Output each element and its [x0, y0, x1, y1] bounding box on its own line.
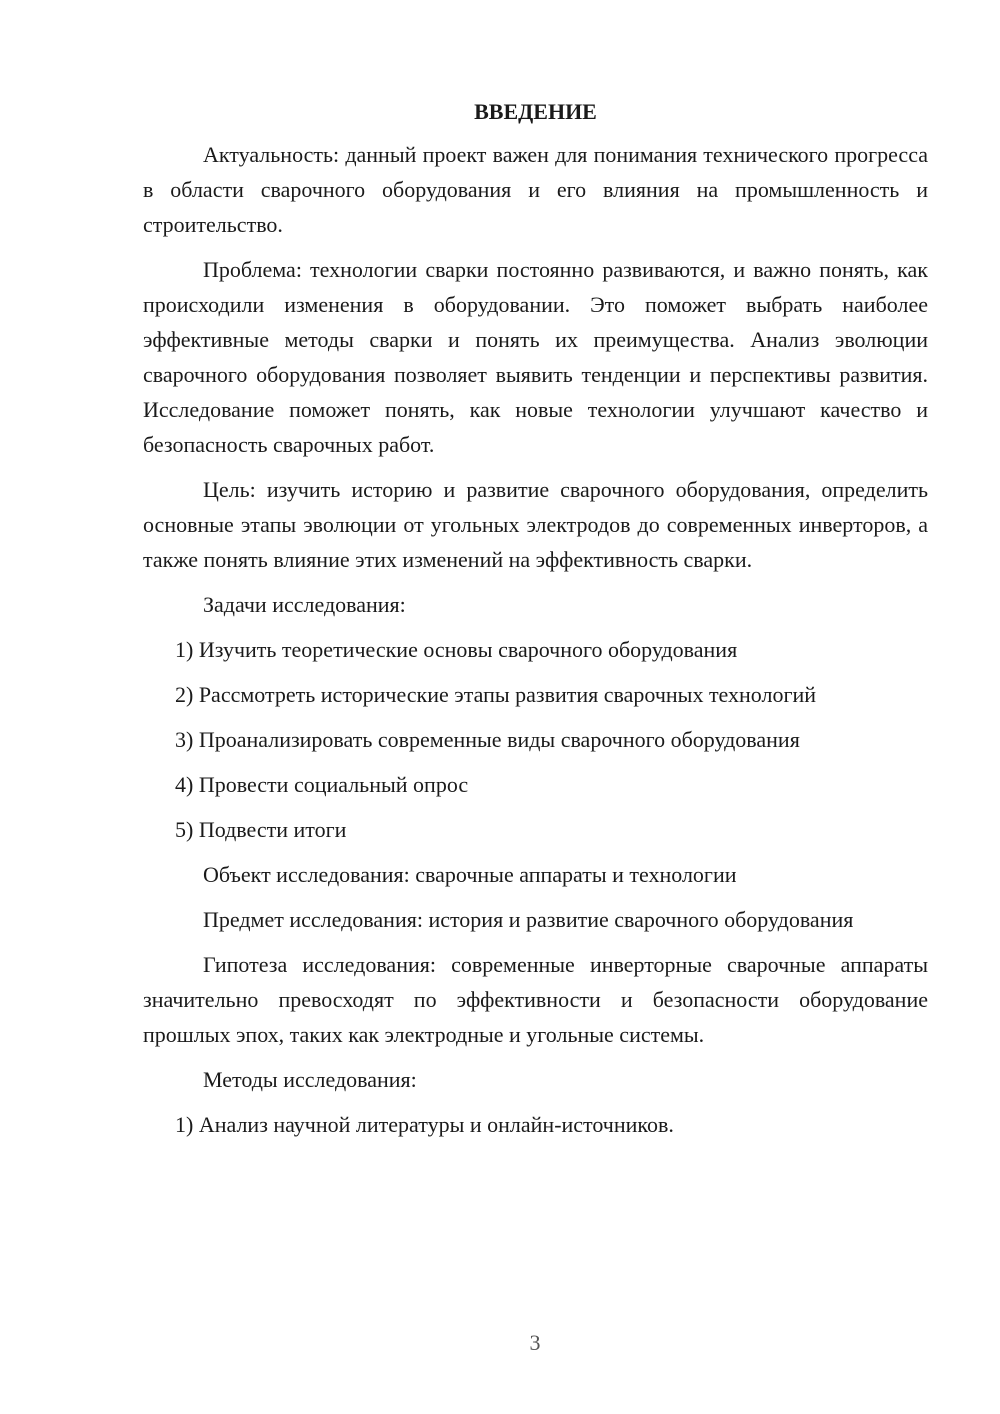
- list-item-method-1: 1) Анализ научной литературы и онлайн-источников.: [175, 1112, 674, 1137]
- list-item-task-4: 4) Провести социальный опрос: [175, 772, 469, 797]
- list-item-task-3: 3) Проанализировать современные виды сварочного оборудования: [175, 727, 800, 752]
- paragraph-object: Объект исследования: сварочные аппараты и технологии: [203, 862, 737, 887]
- methods-list: [143, 1107, 928, 1142]
- paragraph-problem: Проблема: технологии сварки постоянно развиваются, и важно понять, как происходили изменения в оборудовании. Это поможет выбрать наиболее эффективные методы сварки и понять их преимущества. Анализ эволюции сварочного оборудования позволяет выявить тенденции и перспективы развития. Исследование поможет понять, как новые технологии улучшают качество и безопасность сварочных работ.: [143, 257, 928, 457]
- page-number: 3: [529, 1330, 541, 1355]
- tasks-heading: Задачи исследования:: [203, 592, 406, 617]
- page-title: ВВЕДЕНИЕ: [474, 99, 597, 124]
- paragraph-hypothesis: Гипотеза исследования: современные инверторные сварочные аппараты значительно превосходят по эффективности и безопасности оборудование прошлых эпох, таких как электродные и угольные системы.: [143, 952, 928, 1047]
- list-item-task-2: 2) Рассмотреть исторические этапы развития сварочных технологий: [175, 682, 817, 707]
- paragraph-goal: Цель: изучить историю и развитие сварочного оборудования, определить основные этапы эволюции от угольных электродов до современных инверторов, а также понять влияние этих изменений на эффективность сварки.: [143, 477, 928, 572]
- paragraph-subject: Предмет исследования: история и развитие сварочного оборудования: [203, 907, 854, 932]
- list-item-task-1: 1) Изучить теоретические основы сварочного оборудования: [175, 637, 738, 662]
- methods-heading: Методы исследования:: [203, 1067, 417, 1092]
- list-item-task-5: 5) Подвести итоги: [175, 817, 347, 842]
- page-content: [143, 94, 928, 1152]
- tasks-list: [143, 632, 928, 847]
- paragraph-relevance: Актуальность: данный проект важен для понимания технического прогресса в области сварочного оборудования и его влияния на промышленность и строительство.: [143, 142, 928, 237]
